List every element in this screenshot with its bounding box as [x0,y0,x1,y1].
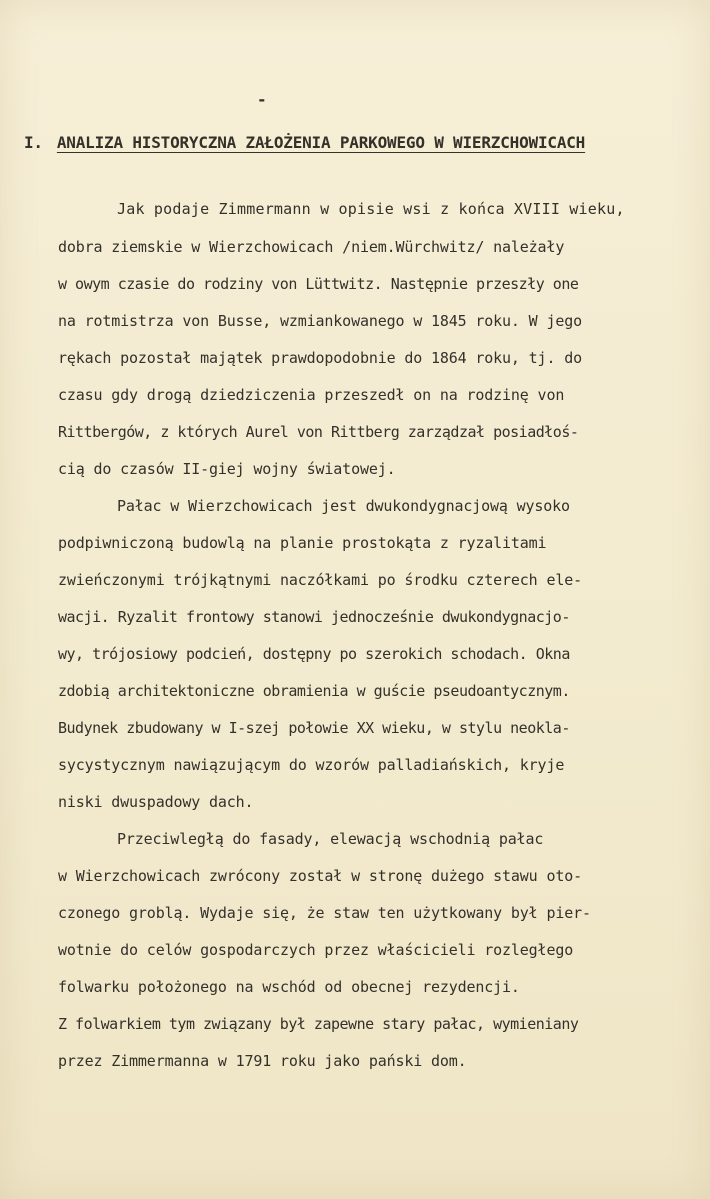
text-line: czasu gdy drogą dziedziczenia przeszedł on na rodzinę von [58,386,565,404]
text-line: przez Zimmermanna w 1791 roku jako pański dom. [58,1052,467,1070]
text-line: wacji. Ryzalit frontowy stanowi jednocześnie dwukondygnacjo- [58,608,570,626]
text-line: cią do czasów II-giej wojny światowej. [58,460,396,478]
text-line: sycystycznym nawiązującym do wzorów palladiańskich, kryje [58,756,565,774]
text-line: Rittbergów, z których Aurel von Rittberg zarządzał posiadłoś- [58,423,579,441]
text-line: zwieńczonymi trójkątnymi naczółkami po środku czterech ele- [58,571,582,589]
text-line: zdobią architektoniczne obramienia w guście pseudoantycznym. [58,682,570,700]
text-line: Budynek zbudowany w I-szej połowie XX wieku, w stylu neokla- [58,719,570,737]
page-marker: - [257,90,267,109]
text-line: dobra ziemskie w Wierzchowicach /niem.Würchwitz/ należały [58,238,565,256]
section-heading [24,133,585,152]
text-line: Przeciwległą do fasady, elewacją wschodnią pałac [117,830,544,848]
text-line: wy, trójosiowy podcień, dostępny po szerokich schodach. Okna [58,645,570,663]
text-line: niski dwuspadowy dach. [58,793,254,811]
section-number: I. [24,133,43,152]
text-line: folwarku położonego na wschód od obecnej rezydencji. [58,978,520,996]
text-line: rękach pozostał majątek prawdopodobnie do 1864 roku, tj. do [58,349,582,367]
text-line: Z folwarkiem tym związany był zapewne stary pałac, wymieniany [58,1015,579,1033]
text-line: wotnie do celów gospodarczych przez właścicieli rozległego [58,941,574,959]
text-line: Pałac w Wierzchowicach jest dwukondygnacjową wysoko [117,497,570,515]
text-line: Jak podaje Zimmermann w opisie wsi z końca XVIII wieku, [117,200,625,218]
text-line: na rotmistrza von Busse, wzmiankowanego w 1845 roku. W jego [58,312,582,330]
text-line: podpiwniczoną budowlą na planie prostokąta z ryzalitami [58,534,547,552]
text-line: czonego groblą. Wydaje się, że staw ten użytkowany był pier- [58,904,591,922]
section-title: ANALIZA HISTORYCZNA ZAŁOŻENIA PARKOWEGO W WIERZCHOWICACH [56,133,586,152]
text-line: w owym czasie do rodziny von Lüttwitz. Następnie przeszły one [58,275,579,293]
text-line: w Wierzchowicach zwrócony został w stronę dużego stawu oto- [58,867,582,885]
